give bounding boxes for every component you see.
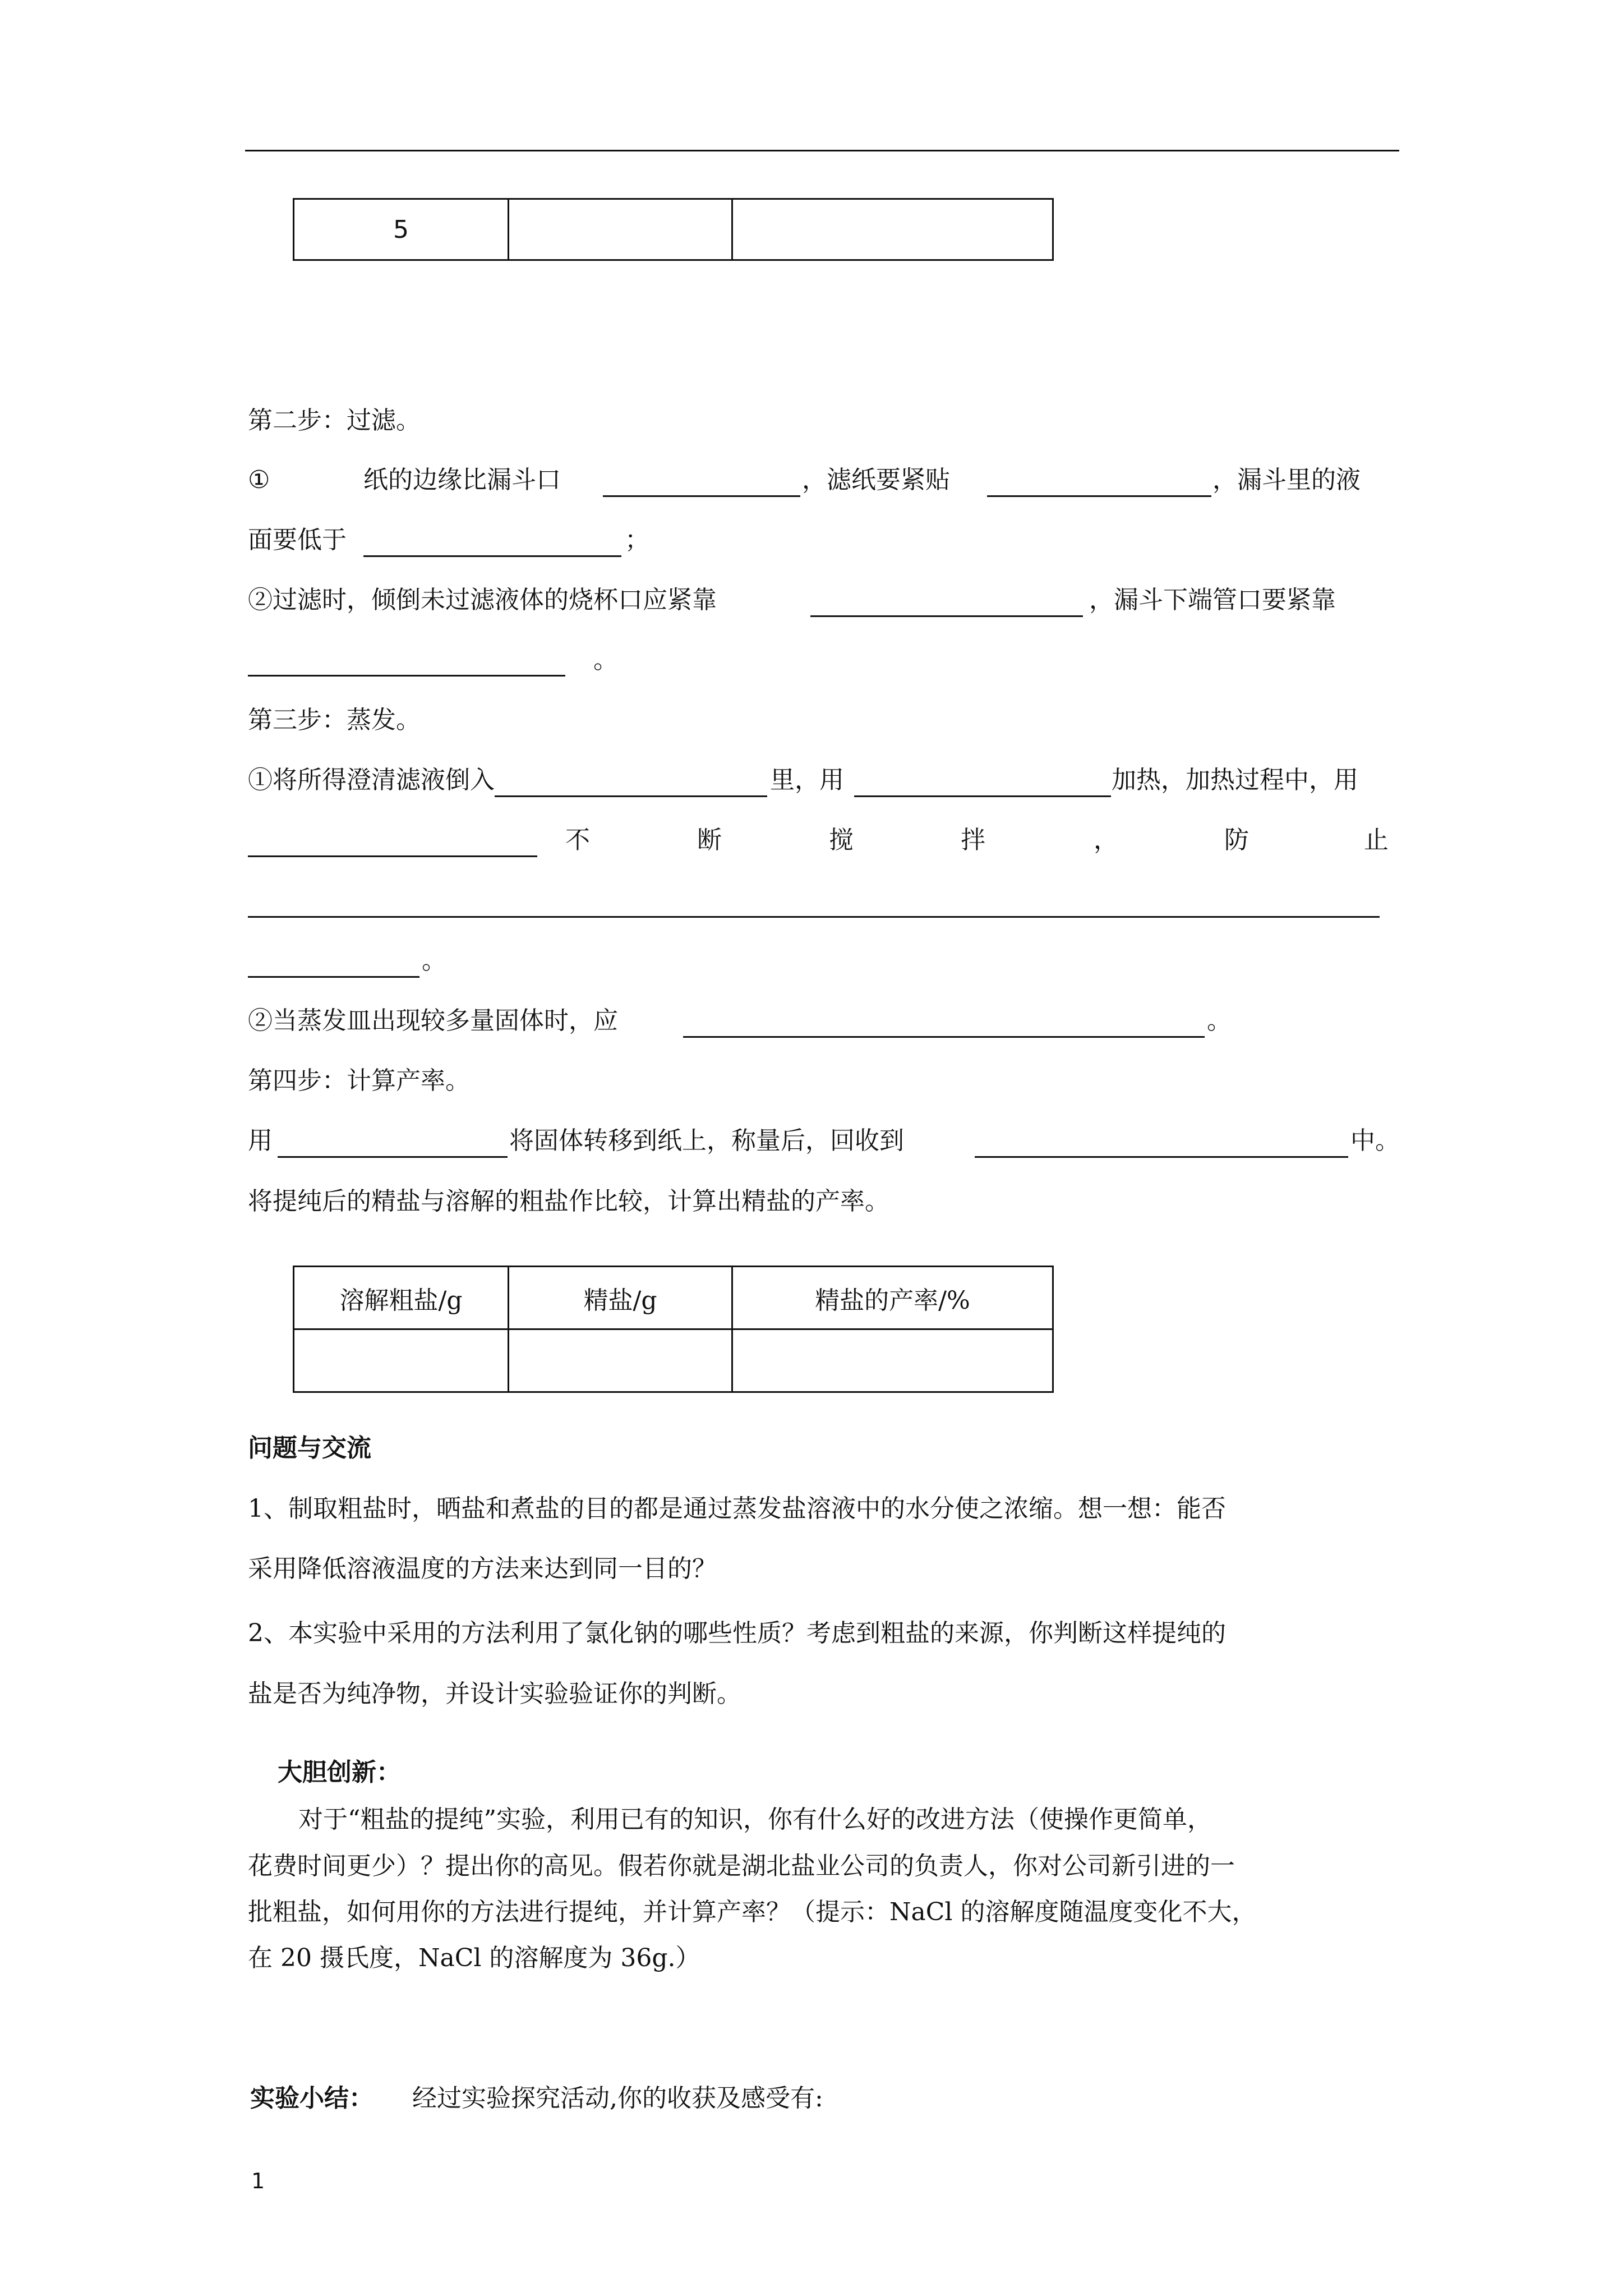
spread-char: 不 xyxy=(565,826,590,854)
step2-blank-2[interactable] xyxy=(987,495,1211,497)
step3-blank-5[interactable] xyxy=(248,976,419,978)
question-2-line-2: 盐是否为纯净物，并设计实验验证你的判断。 xyxy=(248,1680,741,1708)
column-header: 精盐的产率/% xyxy=(732,1267,1053,1329)
step4-line1-text-b: 将固体转移到纸上，称量后，回收到 xyxy=(509,1126,904,1155)
step2-item1-text-c: ，漏斗里的液 xyxy=(1212,466,1361,494)
step2-item1-num: ① xyxy=(248,466,270,494)
yield-table xyxy=(293,1266,1054,1393)
step2-item2-end: 。 xyxy=(593,646,618,674)
page-number: 1 xyxy=(251,2169,265,2193)
innovation-heading: 大胆创新： xyxy=(278,1758,401,1787)
top-table xyxy=(293,198,1054,261)
step3-item1-text-b: 里，用 xyxy=(770,766,844,794)
question-2-line-1: 2、本实验中采用的方法利用了氯化钠的哪些性质？考虑到粗盐的来源，你判断这样提纯的 xyxy=(248,1619,1226,1648)
question-1-line-1: 1、制取粗盐时，晒盐和煮盐的目的都是通过蒸发盐溶液中的水分使之浓缩。想一想：能否 xyxy=(248,1494,1226,1523)
spread-char: 防 xyxy=(1224,826,1249,854)
step2-item1-text-a: 纸的边缘比漏斗口 xyxy=(363,466,561,494)
step2-item1-text-d: 面要低于 xyxy=(248,526,347,554)
step3-blank-2[interactable] xyxy=(854,795,1111,797)
step3-blank-4[interactable] xyxy=(248,916,1380,918)
column-header: 溶解粗盐/g xyxy=(294,1267,509,1329)
step2-item1-text-b: ，滤纸要紧贴 xyxy=(802,466,950,494)
step4-blank-2[interactable] xyxy=(975,1156,1348,1158)
step3-item2-text-a: ②当蒸发皿出现较多量固体时，应 xyxy=(248,1006,618,1035)
step3-heading: 第三步：蒸发。 xyxy=(248,706,421,734)
summary-label: 实验小结： xyxy=(250,2084,374,2113)
step2-heading: 第二步：过滤。 xyxy=(248,406,421,435)
question-1-line-2: 采用降低溶液温度的方法来达到同一目的？ xyxy=(248,1554,717,1583)
input-cell[interactable] xyxy=(732,1329,1053,1392)
spread-char: ， xyxy=(1094,826,1118,854)
input-cell[interactable] xyxy=(294,1329,509,1392)
step4-line2: 将提纯后的精盐与溶解的粗盐作比较，计算出精盐的产率。 xyxy=(248,1187,889,1216)
step4-line1-text-a: 用 xyxy=(248,1126,273,1155)
table-row xyxy=(294,1329,1053,1392)
table-row xyxy=(294,199,1053,260)
innovation-line-2: 花费时间更少）？提出你的高见。假若你就是湖北盐业公司的负责人，你对公司新引进的一 xyxy=(248,1852,1235,1880)
step3-blank-6[interactable] xyxy=(683,1036,1205,1038)
step3-blank-1[interactable] xyxy=(495,795,767,797)
empty-cell xyxy=(509,199,732,260)
empty-cell xyxy=(732,199,1053,260)
step3-blank-3[interactable] xyxy=(248,855,537,857)
innovation-line-1: 对于“粗盐的提纯”实验，利用已有的知识，你有什么好的改进方法（使操作更简单， xyxy=(298,1805,1212,1834)
row-label-cell: 5 xyxy=(294,199,509,260)
spread-char: 拌 xyxy=(961,826,985,854)
step2-item1-text-e: ； xyxy=(625,526,649,554)
step2-item2-text-b: ，漏斗下端管口要紧靠 xyxy=(1089,586,1336,614)
step4-blank-1[interactable] xyxy=(278,1156,508,1158)
step2-blank-5[interactable] xyxy=(248,675,565,677)
step2-blank-4[interactable] xyxy=(810,615,1083,617)
column-header: 精盐/g xyxy=(509,1267,732,1329)
questions-heading: 问题与交流 xyxy=(248,1434,371,1462)
step2-item2-text-a: ②过滤时，倾倒未过滤液体的烧杯口应紧靠 xyxy=(248,586,717,614)
spread-char: 止 xyxy=(1364,826,1389,854)
step3-item1-text-a: ①将所得澄清滤液倒入 xyxy=(248,766,495,794)
step2-blank-3[interactable] xyxy=(363,555,621,557)
summary-text: 经过实验探究活动,你的收获及感受有: xyxy=(412,2084,823,2113)
step3-item1-text-c: 加热，加热过程中，用 xyxy=(1112,766,1358,794)
table-header-row xyxy=(294,1267,1053,1329)
spread-char: 断 xyxy=(697,826,722,854)
innovation-line-3: 批粗盐，如何用你的方法进行提纯，并计算产率？（提示：NaCl 的溶解度随温度变化不大， xyxy=(248,1898,1257,1926)
input-cell[interactable] xyxy=(509,1329,732,1392)
step3-item2-end: 。 xyxy=(1207,1006,1232,1035)
step2-blank-1[interactable] xyxy=(603,495,800,497)
step3-item1-end: 。 xyxy=(422,946,446,975)
step4-line1-text-c: 中。 xyxy=(1350,1126,1400,1155)
spread-char: 搅 xyxy=(829,826,854,854)
header-rule xyxy=(245,150,1399,151)
step4-heading: 第四步：计算产率。 xyxy=(248,1066,470,1095)
innovation-line-4: 在 20 摄氏度，NaCl 的溶解度为 36g.） xyxy=(248,1944,700,1972)
